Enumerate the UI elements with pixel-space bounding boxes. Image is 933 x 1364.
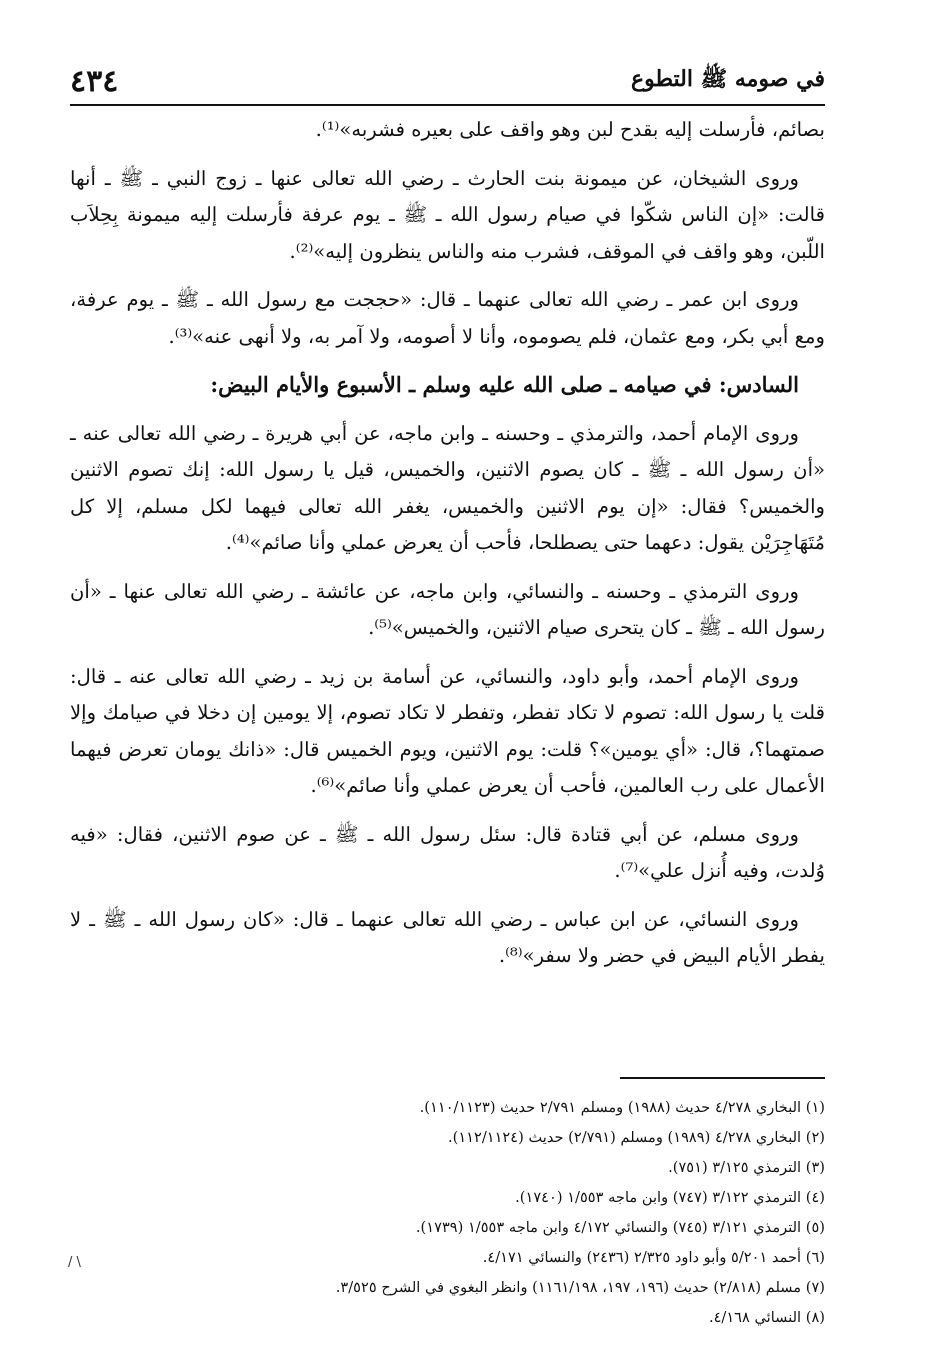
paragraph-abu-qatada: وروى مسلم، عن أبي قتادة قال: سئل رسول الله ـ ﷺ ـ عن صوم الاثنين، فقال: «فيه وُلدت، وفيه أُنزل علي»⁽⁷⁾.: [70, 822, 825, 882]
paragraph-ibn-abbas: وروى النسائي، عن ابن عباس ـ رضي الله تعالى عنهما ـ قال: «كان رسول الله ـ ﷺ ـ لا يفطر الأيام البيض في حضر ولا سفر»⁽⁸⁾.: [70, 907, 825, 967]
paragraph-abu-hurayra: وروى الإمام أحمد، والترمذي ـ وحسنه ـ وابن ماجه، عن أبي هريرة ـ رضي الله تعالى عنه ـ «أن رسول الله ـ ﷺ ـ كان يصوم الاثنين، والخميس، قيل يا رسول الله: إنك تصوم الاثنين والخميس؟ فقال: «إن يوم الاثنين والخميس، يغفر الله تعالى فيهما لكل مسلم، إلا كل مُتَهَاجِرَيْن يقول: دعهما حتى يصطلحا، فأحب أن يعرض عملي وأنا صائم»⁽⁴⁾.: [70, 421, 825, 554]
footnote-item: (٦) أحمد ٥/٢٠١ وأبو داود ٢/٣٢٥ (٢٤٣٦) والنسائي ٤/١٧١.: [482, 1249, 825, 1266]
paragraph-usama: وروى الإمام أحمد، وأبو داود، والنسائي، عن أسامة بن زيد ـ رضي الله تعالى عنه ـ قال: قلت يا رسول الله: تصوم لا تكاد تفطر، وتفطر لا تكاد تصوم، إلا يومين إن دخلا في صيامك وإلا صمتهما؟، قال: «أي يومين»؟ قلت: يوم الاثنين، ويوم الخميس قال: «ذانك يومان تعرض فيهما الأعمال على رب العالمين، فأحب أن يعرض عملي وأنا صائم»⁽⁶⁾.: [70, 664, 825, 797]
paragraph-continuation: بصائم، فأرسلت إليه بقدح لبن وهو واقف على بعيره فشربه»⁽¹⁾.: [315, 118, 825, 141]
footnote-item: (١) البخاري ٤/٢٧٨ حديث (١٩٨٨) ومسلم ٢/٧٩١ حديث (١١٠/١١٢٣).: [419, 1099, 825, 1116]
footnotes: [220, 1093, 825, 1333]
body-text: [70, 112, 825, 987]
running-header-title: في صومه ﷺ التطوع: [630, 66, 825, 92]
section-heading: السادس: في صيامه ـ صلى الله عليه وسلم ـ الأسبوع والأيام البيض:: [210, 372, 799, 397]
margin-mark: \ /: [68, 1255, 81, 1270]
page-number: ٤٣٤: [70, 63, 119, 99]
footnote-item: (٥) الترمذي ٣/١٢١ (٧٤٥) والنسائي ٤/١٧٢ وابن ماجه ١/٥٥٣ (١٧٣٩).: [415, 1219, 825, 1236]
footnote-item: (٨) النسائي ٤/١٦٨.: [708, 1309, 825, 1326]
footnote-separator: [620, 1077, 825, 1079]
running-header: [70, 58, 825, 106]
paragraph-maymuna: وروى الشيخان، عن ميمونة بنت الحارث ـ رضي الله تعالى عنها ـ زوج النبي ـ ﷺ ـ أنها قالت: «إن الناس شكّوا في صيام رسول الله ـ ﷺ ـ يوم عرفة فأرسلت إليه ميمونة بِحِلاَب اللّبن، وهو واقف في الموقف، فشرب منه والناس ينظرون إليه»⁽²⁾.: [70, 166, 825, 263]
paragraph-aisha: وروى الترمذي ـ وحسنه ـ والنسائي، وابن ماجه، عن عائشة ـ رضي الله تعالى عنها ـ «أن رسول الله ـ ﷺ ـ كان يتحرى صيام الاثنين، والخميس»⁽⁵⁾.: [70, 579, 825, 639]
footnote-item: (٣) الترمذي ٣/١٢٥ (٧٥١).: [668, 1159, 825, 1176]
footnote-item: (٧) مسلم (٢/٨١٨) حديث (١٩٦، ١٩٧، ١١٦١/١٩٨) وانظر البغوي في الشرح ٣/٥٢٥.: [335, 1279, 825, 1296]
paragraph-ibn-umar: وروى ابن عمر ـ رضي الله تعالى عنهما ـ قال: «حججت مع رسول الله ـ ﷺ ـ يوم عرفة، ومع أبي بكر، ومع عثمان، فلم يصوموه، وأنا لا أصومه، ولا آمر به، ولا أنهى عنه»⁽³⁾.: [70, 288, 825, 348]
footnote-item: (٢) البخاري ٤/٢٧٨ (١٩٨٩) ومسلم (٢/٧٩١) حديث (١١٢/١١٢٤).: [447, 1129, 825, 1146]
footnote-item: (٤) الترمذي ٣/١٢٢ (٧٤٧) وابن ماجه ١/٥٥٣ (١٧٤٠).: [515, 1189, 825, 1206]
